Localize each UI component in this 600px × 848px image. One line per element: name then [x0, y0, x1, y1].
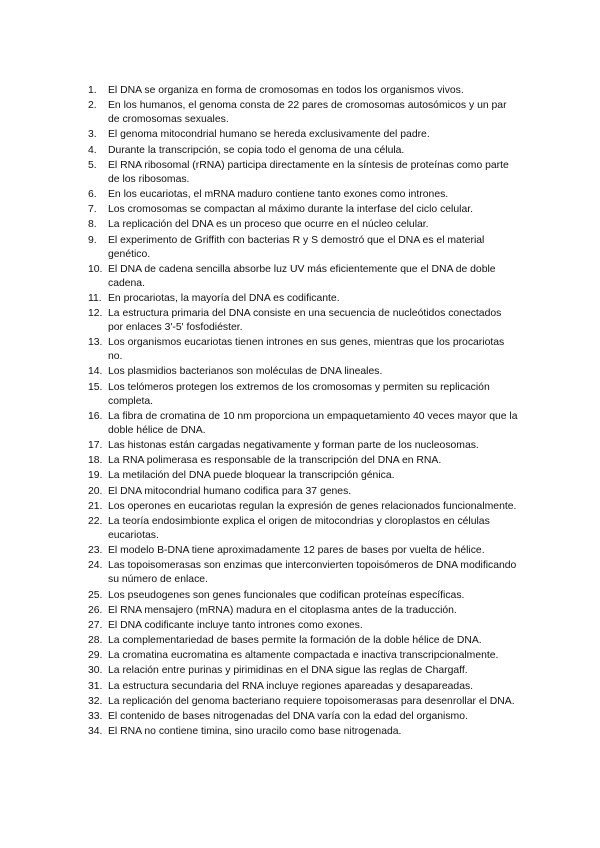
list-item-text: En los eucariotas, el mRNA maduro contiene tanto exones como intrones. — [108, 188, 449, 200]
list-item — [88, 188, 518, 202]
list-item — [88, 159, 518, 187]
list-item-text: Las histonas están cargadas negativamente y forman parte de los nucleosomas. — [108, 440, 479, 451]
list-item-number: 3. — [88, 129, 97, 141]
list-item-text: El RNA mensajero (mRNA) madura en el citoplasma antes de la traducción. — [108, 604, 457, 616]
list-item — [88, 454, 518, 468]
list-item — [88, 365, 518, 379]
list-item-number: 1. — [88, 85, 97, 96]
list-item — [88, 218, 518, 232]
list-item-text: El experimento de Griffith con bacterias R y S demostró que el DNA es el material genético. — [108, 234, 485, 260]
list-item-number: 13. — [88, 337, 103, 349]
list-item-text: El DNA se organiza en forma de cromosomas en todos los organismos vivos. — [108, 85, 464, 96]
list-item — [88, 469, 518, 483]
list-item — [88, 234, 518, 262]
list-item-number: 24. — [88, 560, 103, 572]
list-item-number: 29. — [88, 650, 103, 662]
list-item — [88, 336, 518, 364]
list-item-text: El DNA codificante incluye tanto intrones como exones. — [108, 619, 363, 631]
list-item — [88, 128, 518, 142]
list-item — [88, 710, 518, 724]
list-item-number: 34. — [88, 726, 103, 738]
list-item-number: 23. — [88, 545, 103, 557]
list-item — [88, 439, 518, 453]
list-item — [88, 589, 518, 603]
list-item — [88, 725, 518, 739]
list-item-text: En los humanos, el genoma consta de 22 pares de cromosomas autosómicos y un par de cromosomas sexuales. — [108, 100, 507, 126]
list-item — [88, 410, 518, 438]
list-item-text: Los telómeros protegen los extremos de los cromosomas y permiten su replicación completa. — [108, 381, 490, 407]
list-item-number: 22. — [88, 515, 103, 527]
list-item-number: 16. — [88, 410, 103, 422]
list-item — [88, 619, 518, 633]
list-item-text: Los plasmidios bacterianos son moléculas de DNA lineales. — [108, 366, 383, 378]
statement-list — [88, 84, 518, 740]
list-item — [88, 307, 518, 335]
list-item-text: Durante la transcripción, se copia todo el genoma de una célula. — [108, 144, 405, 156]
list-item — [88, 649, 518, 663]
list-item-text: El genoma mitocondrial humano se hereda exclusivamente del padre. — [108, 129, 430, 141]
list-item-text: El RNA no contiene timina, sino uracilo como base nitrogenada. — [108, 726, 402, 738]
list-item — [88, 664, 518, 678]
list-item-text: La complementariedad de bases permite la formación de la doble hélice de DNA. — [108, 635, 482, 647]
list-item-number: 2. — [88, 100, 97, 112]
list-item-number: 21. — [88, 500, 103, 512]
list-item-number: 15. — [88, 381, 103, 393]
list-item-text: El contenido de bases nitrogenadas del DNA varía con la edad del organismo. — [108, 711, 468, 722]
list-item-number: 12. — [88, 308, 103, 320]
list-item — [88, 144, 518, 158]
list-item — [88, 559, 518, 587]
list-item-text: El modelo B-DNA tiene aproximadamente 12 pares de bases por vuelta de hélice. — [108, 545, 485, 557]
list-item-number: 17. — [88, 440, 103, 451]
list-item-number: 8. — [88, 219, 97, 231]
list-item-number: 4. — [88, 144, 97, 156]
list-item — [88, 292, 518, 306]
list-item — [88, 84, 518, 98]
list-item — [88, 99, 518, 127]
list-item-number: 27. — [88, 619, 103, 631]
list-item-number: 30. — [88, 665, 103, 677]
list-item-number: 18. — [88, 455, 103, 467]
list-item-number: 9. — [88, 234, 97, 246]
list-item-number: 33. — [88, 711, 103, 722]
list-item — [88, 381, 518, 409]
list-item — [88, 680, 518, 694]
list-item-number: 5. — [88, 159, 97, 171]
list-item — [88, 500, 518, 514]
list-item — [88, 604, 518, 618]
list-item-text: La replicación del genoma bacteriano requiere topoisomerasas para desenrollar el DNA. — [108, 695, 515, 707]
list-item — [88, 544, 518, 558]
list-item-number: 25. — [88, 589, 103, 601]
list-item-text: La teoría endosimbionte explica el origen de mitocondrias y cloroplastos en células eucariotas. — [108, 515, 490, 541]
list-item — [88, 515, 518, 543]
list-item-text: La replicación del DNA es un proceso que ocurre en el núcleo celular. — [108, 219, 429, 231]
list-item-number: 26. — [88, 604, 103, 616]
list-item — [88, 634, 518, 648]
list-item-text: El RNA ribosomal (rRNA) participa directamente en la síntesis de proteínas como parte de los ribosomas. — [108, 159, 509, 185]
list-item-text: La cromatina eucromatina es altamente compactada e inactiva transcripcionalmente. — [108, 650, 499, 662]
list-item-text: El DNA mitocondrial humano codifica para 37 genes. — [108, 485, 352, 497]
list-item-text: Los organismos eucariotas tienen intrones en sus genes, mientras que los procariotas no. — [108, 337, 505, 363]
list-item — [88, 263, 518, 291]
list-item-text: En procariotas, la mayoría del DNA es codificante. — [108, 292, 340, 304]
list-item-text: Los operones en eucariotas regulan la expresión de genes relacionados funcionalmente. — [108, 500, 517, 512]
list-item-text: La estructura primaria del DNA consiste en una secuencia de nucleótidos conectados por enlaces 3'-5' fosfodiéster. — [108, 308, 502, 334]
list-item-number: 14. — [88, 366, 103, 378]
list-item-text: La RNA polimerasa es responsable de la transcripción del DNA en RNA. — [108, 455, 442, 467]
list-item-text: Los cromosomas se compactan al máximo durante la interfase del ciclo celular. — [108, 204, 473, 216]
list-item — [88, 695, 518, 709]
list-item-number: 10. — [88, 263, 103, 275]
list-item-number: 31. — [88, 680, 103, 692]
list-item-text: La metilación del DNA puede bloquear la transcripción génica. — [108, 470, 395, 482]
list-item — [88, 203, 518, 217]
list-item — [88, 485, 518, 499]
list-item-text: La estructura secundaria del RNA incluye regiones apareadas y desapareadas. — [108, 680, 474, 692]
list-item-number: 6. — [88, 188, 97, 200]
list-item-text: Los pseudogenes son genes funcionales que codifican proteínas específicas. — [108, 589, 465, 601]
list-item-number: 20. — [88, 485, 103, 497]
list-item-number: 28. — [88, 635, 103, 647]
list-item-text: La fibra de cromatina de 10 nm proporciona un empaquetamiento 40 veces mayor que la doble hélice de DNA. — [108, 410, 518, 436]
list-item-number: 19. — [88, 470, 103, 482]
list-item-text: La relación entre purinas y pirimidinas en el DNA sigue las reglas de Chargaff. — [108, 665, 468, 677]
list-item-text: Las topoisomerasas son enzimas que interconvierten topoisómeros de DNA modificando su número de enlace. — [108, 560, 517, 586]
list-item-text: El DNA de cadena sencilla absorbe luz UV más eficientemente que el DNA de doble cadena. — [108, 263, 496, 289]
list-item-number: 11. — [88, 292, 102, 304]
list-item-number: 32. — [88, 695, 103, 707]
list-item-number: 7. — [88, 204, 97, 216]
